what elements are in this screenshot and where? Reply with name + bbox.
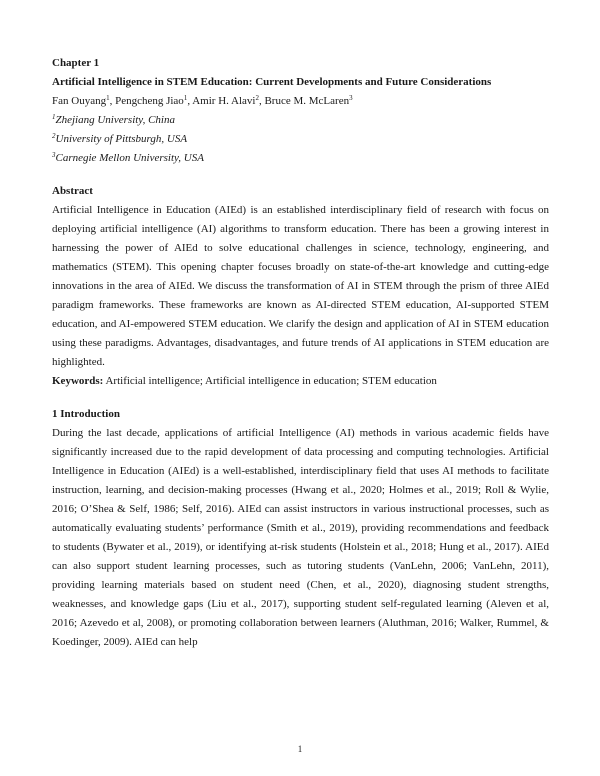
introduction-text: During the last decade, applications of artificial Intelligence (AI) methods in various academic fields have significantly increased due to the rapid development of data processing and computing technologies. Artificial Intelligence in Education (AIEd) is a well-established, interdisciplinary field that uses AI methods to facilitate instruction, learning, and decision-making processes (Hwang et al., 2020; Holmes et al., 2019; Roll & Wylie, 2016; O’Shea & Self, 1986; Self, 2016). AIEd can assist instructors in various instructional processes, such as automatically evaluating students’ performance (Smith et al., 2019), providing recommendations and feedback to students (Bywater et al., 2019), or identifying at-risk students (Holstein et al., 2018; Hung et al., 2017). AIEd can also support student learning processes, such as tutoring students (VanLehn, 2006; VanLehn, 2011), providing learning materials based on student need (Chen, et al., 2020), diagnosing student strengths, weaknesses, and knowledge gaps (Liu et al., 2017), supporting student self-regulated learning (Aleven et al, 2016; Azevedo et al, 2008), or promoting collaboration between learners (Aluthman, 2016; Walker, Rummel, & Koedinger, 2009). AIEd can help	[52, 427, 549, 648]
keywords-text: Artificial intelligence; Artificial intelligence in education; STEM education	[103, 375, 437, 387]
author: Bruce M. McLaren$^3$	[264, 94, 353, 107]
keywords-label: Keywords:	[52, 375, 104, 387]
introduction-heading: 1 Introduction	[52, 408, 120, 420]
spacer	[52, 168, 549, 182]
spacer	[52, 391, 549, 405]
page-number: 1	[297, 744, 303, 754]
author-list	[52, 92, 549, 111]
affiliation: $^3$Carnegie Mellon University, USA	[52, 151, 204, 164]
author: Pengcheng Jiao$^1$,	[115, 94, 193, 107]
chapter-label: Chapter 1	[52, 57, 100, 69]
keywords-line	[52, 372, 549, 391]
author: Fan Ouyang$^1$,	[52, 94, 116, 107]
author: Amir H. Alavi$^2$,	[192, 94, 265, 107]
paper-page	[52, 54, 549, 652]
affiliation: $^2$University of Pittsburgh, USA	[52, 132, 188, 145]
paper-title: Artificial Intelligence in STEM Education: Current Developments and Future Considerations	[52, 76, 492, 88]
abstract-text: Artificial Intelligence in Education (AIEd) is an established interdisciplinary field of research with focus on deploying artificial intelligence (AI) algorithms to transform education. There has been a growing interest in harnessing the power of AIEd to solve educational challenges in science, technology, engineering, and mathematics (STEM). This opening chapter focuses broadly on state-of-the-art knowledge and cutting-edge innovations in the area of AIEd. We discuss the transformation of AI in STEM through the prism of three AIEd paradigm frameworks. These frameworks are known as AI-directed STEM education, AI-supported STEM education, and AI-empowered STEM education. We clarify the design and application of AI in STEM education using these paradigms. Advantages, disadvantages, and future trends of AI applications in STEM education are highlighted.	[52, 204, 549, 368]
abstract-heading: Abstract	[52, 185, 93, 197]
affiliation: $^1$Zhejiang University, China	[52, 113, 175, 126]
